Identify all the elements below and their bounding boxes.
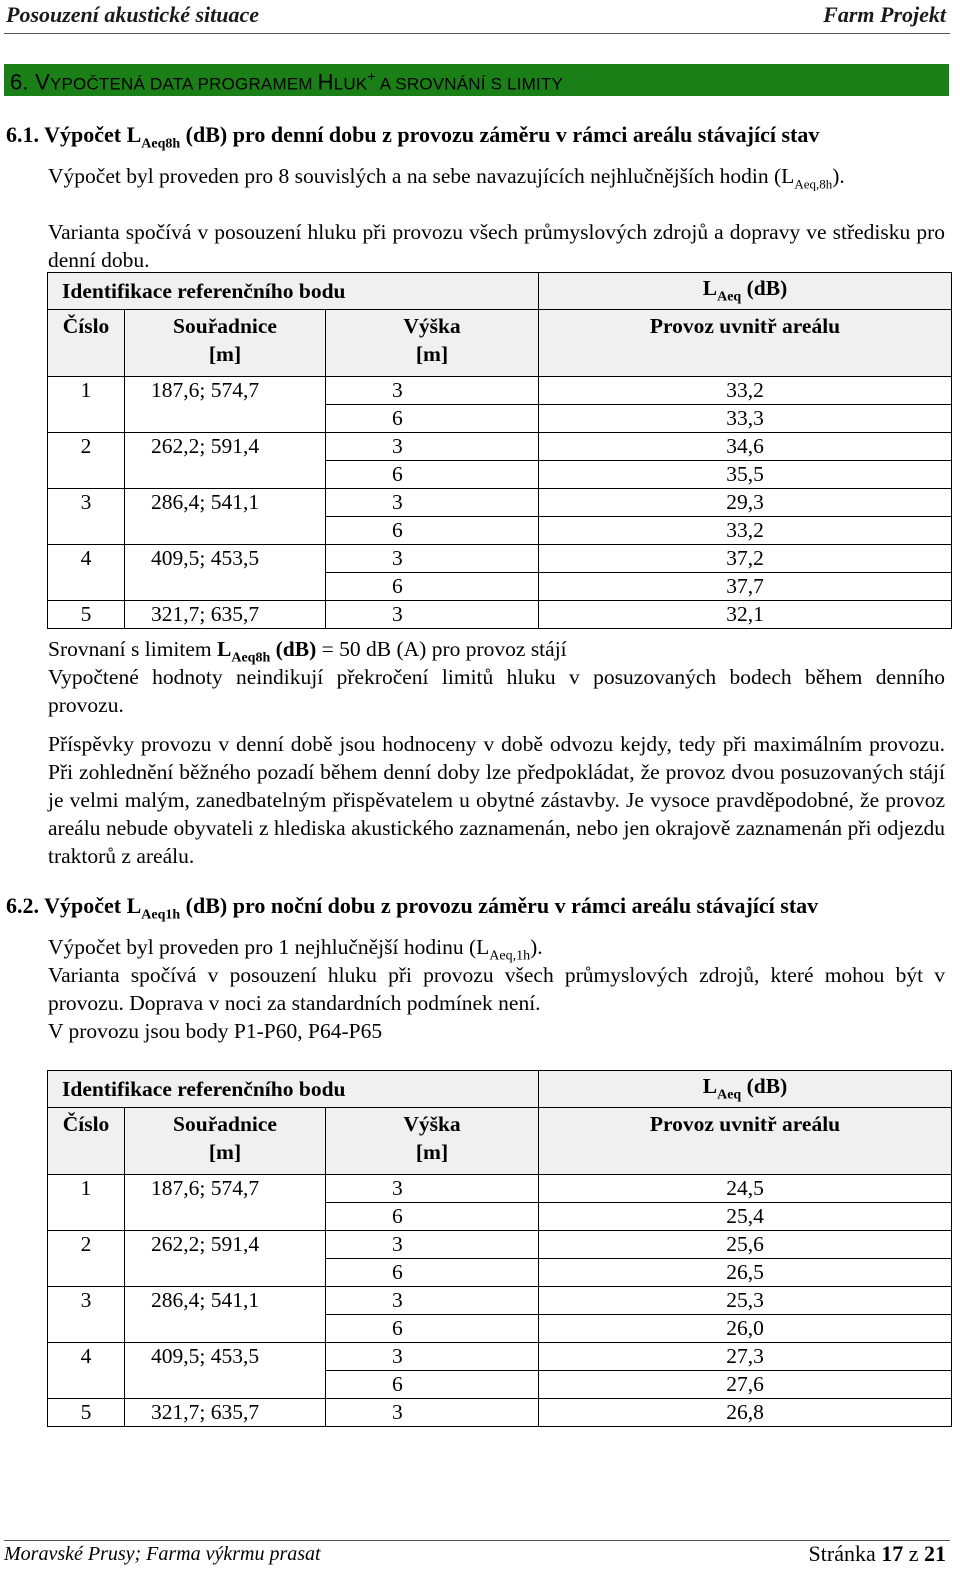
point-number: 2 xyxy=(48,1231,125,1287)
point-height: 6 xyxy=(326,517,539,545)
laeq-value: 27,6 xyxy=(539,1371,952,1399)
doc-header-left: Posouzení akustické situace xyxy=(6,2,260,27)
point-coordinates: 409,5; 453,5 xyxy=(125,1343,326,1399)
table-row xyxy=(48,1343,952,1371)
doc-header-right: Farm Projekt xyxy=(823,2,946,27)
t2-col-cislo: Číslo xyxy=(48,1108,125,1175)
t1-souradnice-unit: [m] xyxy=(208,342,242,366)
point-coordinates: 286,4; 541,1 xyxy=(125,489,326,545)
point-coordinates: 262,2; 591,4 xyxy=(125,1231,326,1287)
laeq-value: 27,3 xyxy=(539,1343,952,1371)
point-number: 4 xyxy=(48,1343,125,1399)
section-6-2-title xyxy=(6,893,818,923)
point-number: 5 xyxy=(48,1399,125,1427)
s1-title-pre: 6.1. Výpočet L xyxy=(6,122,142,147)
s1-paragraph-2: Varianta spočívá v posouzení hluku při provozu všech průmyslových zdrojů a dopravy ve středisku pro denní dobu. xyxy=(48,220,945,272)
point-height: 6 xyxy=(326,573,539,601)
laeq-value: 26,0 xyxy=(539,1315,952,1343)
laeq-value: 34,6 xyxy=(539,433,952,461)
s1-p1b: ). xyxy=(832,164,845,188)
point-coordinates: 262,2; 591,4 xyxy=(125,433,326,489)
t1-souradnice-label: Souřadnice xyxy=(173,314,277,338)
s2-title-sub: Aeq1h xyxy=(141,907,181,923)
table-day xyxy=(47,272,952,629)
t2-souradnice-label: Souřadnice xyxy=(173,1112,277,1136)
footer-page-current: 17 xyxy=(881,1541,904,1566)
point-height: 3 xyxy=(326,489,539,517)
point-number: 1 xyxy=(48,377,125,433)
s2-title-pre: 6.2. Výpočet L xyxy=(6,893,142,918)
table-row xyxy=(48,433,952,461)
chapter-t1: V xyxy=(35,69,50,95)
laeq-value: 26,8 xyxy=(539,1399,952,1427)
s2-paragraph-2: Varianta spočívá v posouzení hluku při provozu všech průmyslových zdrojů, které mohou být v provozu. Doprava v noci za standardních podmínek není. xyxy=(48,963,945,1015)
s1-paragraph-1 xyxy=(48,162,945,198)
t2-vyska-unit: [m] xyxy=(415,1140,449,1164)
t2-laeq-unit: (dB) xyxy=(741,1074,788,1099)
laeq-value: 25,3 xyxy=(539,1287,952,1315)
s1-compare-bold2: (dB) xyxy=(270,637,317,661)
t1-col-souradnice xyxy=(125,310,326,377)
laeq-value: 37,7 xyxy=(539,573,952,601)
point-coordinates: 321,7; 635,7 xyxy=(125,601,326,629)
header-divider xyxy=(4,33,950,34)
laeq-value: 25,6 xyxy=(539,1231,952,1259)
s2-p1b: ). xyxy=(530,935,543,959)
t1-header-ident: Identifikace referenčního bodu xyxy=(48,273,539,310)
t1-header-laeq xyxy=(539,273,952,310)
s1-compare-post: = 50 dB (A) pro provoz stájí xyxy=(316,637,567,661)
s1-paragraph-4: Příspěvky provozu v denní době jsou hodnoceny v době odvozu kejdy, tedy při maximálním provozu. Při zohlednění běžného pozadí během denní doby lze předpokládat, že provoz dvou posuzovaných stájí je velmi malým, zanedbatelným přispěvatelem u obytné zástavby. Je vysoce pravděpodobné, že provoz areálu nebude obyvateli z hlediska akustického zaznamenán, nebo jen okrajově zaznamenán při odjezdu traktorů z areálu. xyxy=(48,732,945,868)
footer-page-pre: Stránka xyxy=(808,1541,882,1566)
chapter-heading-bar xyxy=(4,64,949,96)
t1-col-cislo: Číslo xyxy=(48,310,125,377)
table-row xyxy=(48,545,952,573)
table-row xyxy=(48,1287,952,1315)
s1-title-post: (dB) pro denní dobu z provozu záměru v rámci areálu stávající stav xyxy=(180,122,820,147)
s1-p1-sub: Aeq,8h xyxy=(794,176,833,192)
table-row xyxy=(48,377,952,405)
t2-header-ident: Identifikace referenčního bodu xyxy=(48,1071,539,1108)
point-height: 3 xyxy=(326,1231,539,1259)
point-number: 4 xyxy=(48,545,125,601)
point-height: 3 xyxy=(326,601,539,629)
chapter-t6: A SROVNÁNÍ S LIMITY xyxy=(375,74,564,94)
footer-project-name: Moravské Prusy; Farma výkrmu prasat xyxy=(4,1543,321,1565)
laeq-value: 24,5 xyxy=(539,1175,952,1203)
footer-page-total: 21 xyxy=(924,1541,946,1566)
point-height: 3 xyxy=(326,1287,539,1315)
point-height: 3 xyxy=(326,433,539,461)
section-6-1-title xyxy=(6,122,819,152)
laeq-value: 35,5 xyxy=(539,461,952,489)
t1-col-vyska xyxy=(326,310,539,377)
point-height: 6 xyxy=(326,1203,539,1231)
t2-col-provoz: Provoz uvnitř areálu xyxy=(539,1108,952,1175)
point-number: 3 xyxy=(48,489,125,545)
chapter-number: 6. xyxy=(10,69,29,95)
table-row xyxy=(48,601,952,629)
chapter-heading xyxy=(10,68,563,95)
s2-paragraph-3: V provozu jsou body P1-P60, P64-P65 xyxy=(48,1019,383,1043)
point-coordinates: 409,5; 453,5 xyxy=(125,545,326,601)
t2-souradnice-unit: [m] xyxy=(208,1140,242,1164)
t2-laeq-sub: Aeq xyxy=(717,1087,742,1103)
table-night xyxy=(47,1070,952,1427)
t1-col-provoz: Provoz uvnitř areálu xyxy=(539,310,952,377)
s1-paragraph-3: Vypočtené hodnoty neindikují překročení limitů hluku v posuzovaných bodech během denního provozu. xyxy=(48,665,945,717)
point-height: 3 xyxy=(326,377,539,405)
point-height: 3 xyxy=(326,1399,539,1427)
point-height: 6 xyxy=(326,1315,539,1343)
t2-header-laeq xyxy=(539,1071,952,1108)
laeq-value: 32,1 xyxy=(539,601,952,629)
point-height: 6 xyxy=(326,405,539,433)
point-height: 3 xyxy=(326,1343,539,1371)
point-height: 3 xyxy=(326,545,539,573)
t1-laeq-sub: Aeq xyxy=(717,289,742,305)
point-number: 1 xyxy=(48,1175,125,1231)
chapter-t2: YPOČTENÁ DATA PROGRAMEM xyxy=(49,74,318,94)
t2-col-souradnice xyxy=(125,1108,326,1175)
footer-page-mid: z xyxy=(903,1541,924,1566)
t2-laeq: L xyxy=(702,1074,718,1099)
laeq-value: 26,5 xyxy=(539,1259,952,1287)
table-row xyxy=(48,489,952,517)
laeq-value: 33,2 xyxy=(539,377,952,405)
t1-vyska-unit: [m] xyxy=(415,342,449,366)
table-row xyxy=(48,1231,952,1259)
laeq-value: 33,2 xyxy=(539,517,952,545)
s1-title-sub: Aeq8h xyxy=(141,136,181,152)
t2-vyska-label: Výška xyxy=(403,1112,461,1136)
s2-p1-sub: Aeq,1h xyxy=(489,948,531,964)
point-height: 3 xyxy=(326,1175,539,1203)
footer-page-number xyxy=(809,1541,946,1567)
t2-col-vyska xyxy=(326,1108,539,1175)
t1-vyska-label: Výška xyxy=(403,314,461,338)
s2-p1a: Výpočet byl proveden pro 1 nejhlučnější hodinu (L xyxy=(48,935,490,959)
table-row xyxy=(48,1175,952,1203)
point-height: 6 xyxy=(326,1371,539,1399)
point-number: 5 xyxy=(48,601,125,629)
chapter-t5: + xyxy=(367,68,376,84)
chapter-t3: H xyxy=(317,69,334,95)
point-coordinates: 286,4; 541,1 xyxy=(125,1287,326,1343)
laeq-value: 29,3 xyxy=(539,489,952,517)
point-coordinates: 187,6; 574,7 xyxy=(125,1175,326,1231)
point-coordinates: 321,7; 635,7 xyxy=(125,1399,326,1427)
t1-laeq: L xyxy=(702,276,718,301)
s2-title-post: (dB) pro noční dobu z provozu záměru v rámci areálu stávající stav xyxy=(180,893,819,918)
s1-compare-sub: Aeq8h xyxy=(231,650,271,666)
table-row xyxy=(48,1399,952,1427)
s1-compare-bold: L xyxy=(217,637,232,661)
chapter-t4: LUK xyxy=(333,74,368,94)
point-number: 3 xyxy=(48,1287,125,1343)
point-height: 6 xyxy=(326,1259,539,1287)
point-height: 6 xyxy=(326,461,539,489)
point-coordinates: 187,6; 574,7 xyxy=(125,377,326,433)
t1-laeq-unit: (dB) xyxy=(741,276,788,301)
laeq-value: 33,3 xyxy=(539,405,952,433)
s1-p1a: Výpočet byl proveden pro 8 souvislých a na sebe navazujících nejhlučnějších hodin (L xyxy=(48,164,795,188)
s1-compare-pre: Srovnaní s limitem xyxy=(48,637,218,661)
point-number: 2 xyxy=(48,433,125,489)
laeq-value: 25,4 xyxy=(539,1203,952,1231)
laeq-value: 37,2 xyxy=(539,545,952,573)
